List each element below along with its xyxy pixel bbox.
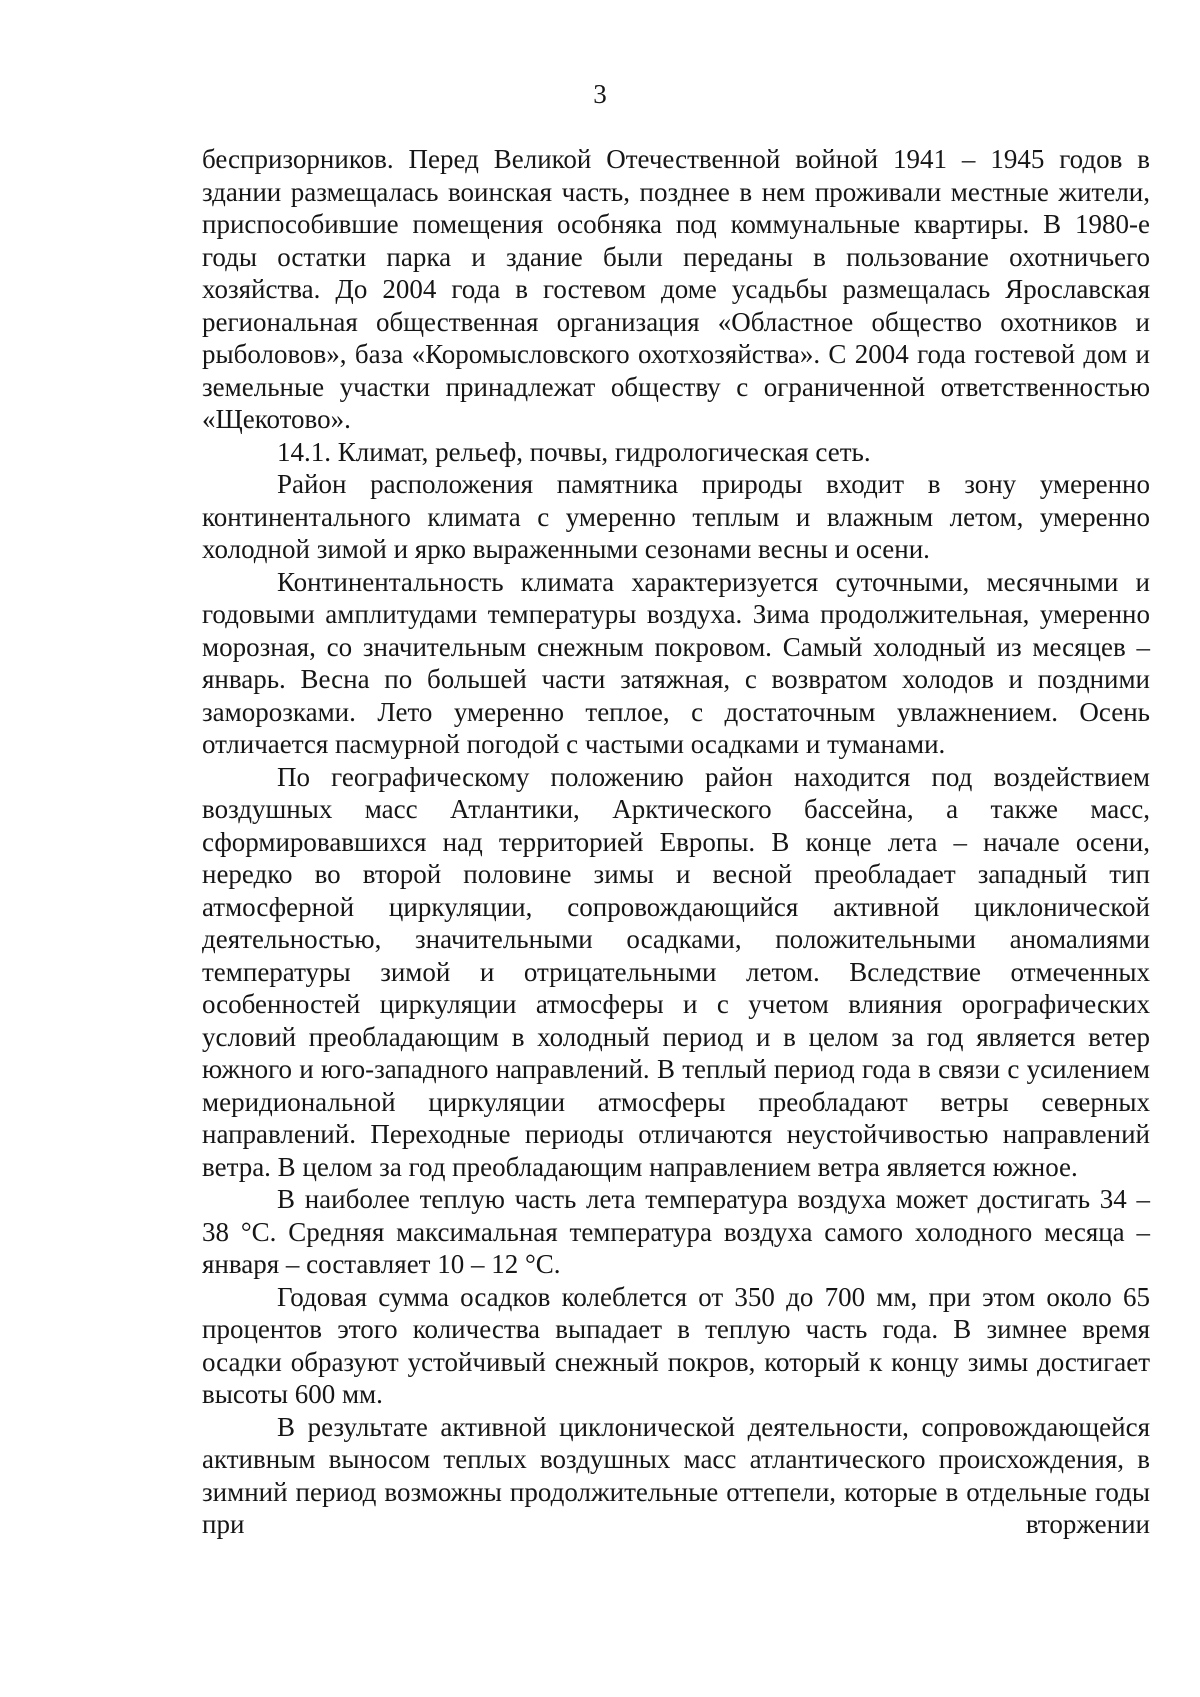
document-body [202,143,1150,1541]
page-number: 3 [593,79,607,109]
paragraph-climate-zone: Район расположения памятника природы входит в зону умеренно континентального климата с умеренно теплым и влажным летом, умеренно холодной зимой и ярко выраженными сезонами весны и осени. [202,469,1150,564]
paragraph-air-masses: По географическому положению район находится под воздействием воздушных масс Атлантики, Арктического бассейна, а также масс, сформировавшихся над территорией Европы. В конце лета – начале осени, нередко во второй половине зимы и весной преобладает западный тип атмосферной циркуляции, сопровождающийся активной циклонической деятельностью, значительными осадками, положительными аномалиями температуры зимой и отрицательными летом. Вследствие отмеченных особенностей циркуляции атмосферы и с учетом влияния орографических условий преобладающим в холодный период и в целом за год является ветер южного и юго-западного направлений. В теплый период года в связи с усилением меридиональной циркуляции атмосферы преобладают ветры северных направлений. Переходные периоды отличаются неустойчивостью направлений ветра. В целом за год преобладающим направлением ветра является южное. [202,761,1150,1182]
paragraph-precipitation: Годовая сумма осадков колеблется от 350 до 700 мм, при этом около 65 процентов этого количества выпадает в теплую часть года. В зимнее время осадки образуют устойчивый снежный покров, который к концу зимы достигает высоты 600 мм. [202,1281,1150,1409]
paragraph-history: беспризорников. Перед Великой Отечественной войной 1941 – 1945 годов в здании размещалась воинская часть, позднее в нем проживали местные жители, приспособившие помещения особняка под коммунальные квартиры. В 1980-е годы остатки парка и здание были переданы в пользование охотничьего хозяйства. До 2004 года в гостевом доме усадьбы размещалась Ярославская региональная общественная организация «Областное общество охотников и рыболовов», база «Коромысловского охотхозяйства». С 2004 года гостевой дом и земельные участки принадлежат обществу с ограниченной ответственностью «Щекотово». [202,144,1150,434]
paragraph-temperature: В наиболее теплую часть лета температура воздуха может достигать 34 – 38 °C. Средняя максимальная температура воздуха самого холодного месяца – января – составляет 10 – 12 °C. [202,1184,1150,1279]
paragraph-thaws: В результате активной циклонической деятельности, сопровождающейся активным выносом теплых воздушных масс атлантического происхождения, в зимний период возможны продолжительные оттепели, которые в отдельные годы при вторжении [202,1411,1150,1539]
section-heading-climate: 14.1. Климат, рельеф, почвы, гидрологическая сеть. [277,436,871,467]
paragraph-continentality: Континентальность климата характеризуется суточными, месячными и годовыми амплитудами температуры воздуха. Зима продолжительная, умеренно морозная, со значительным снежным покровом. Самый холодный из месяцев – январь. Весна по большей части затяжная, с возвратом холодов и поздними заморозками. Лето умеренно теплое, с достаточным увлажнением. Осень отличается пасмурной погодой с частыми осадками и туманами. [202,566,1150,759]
